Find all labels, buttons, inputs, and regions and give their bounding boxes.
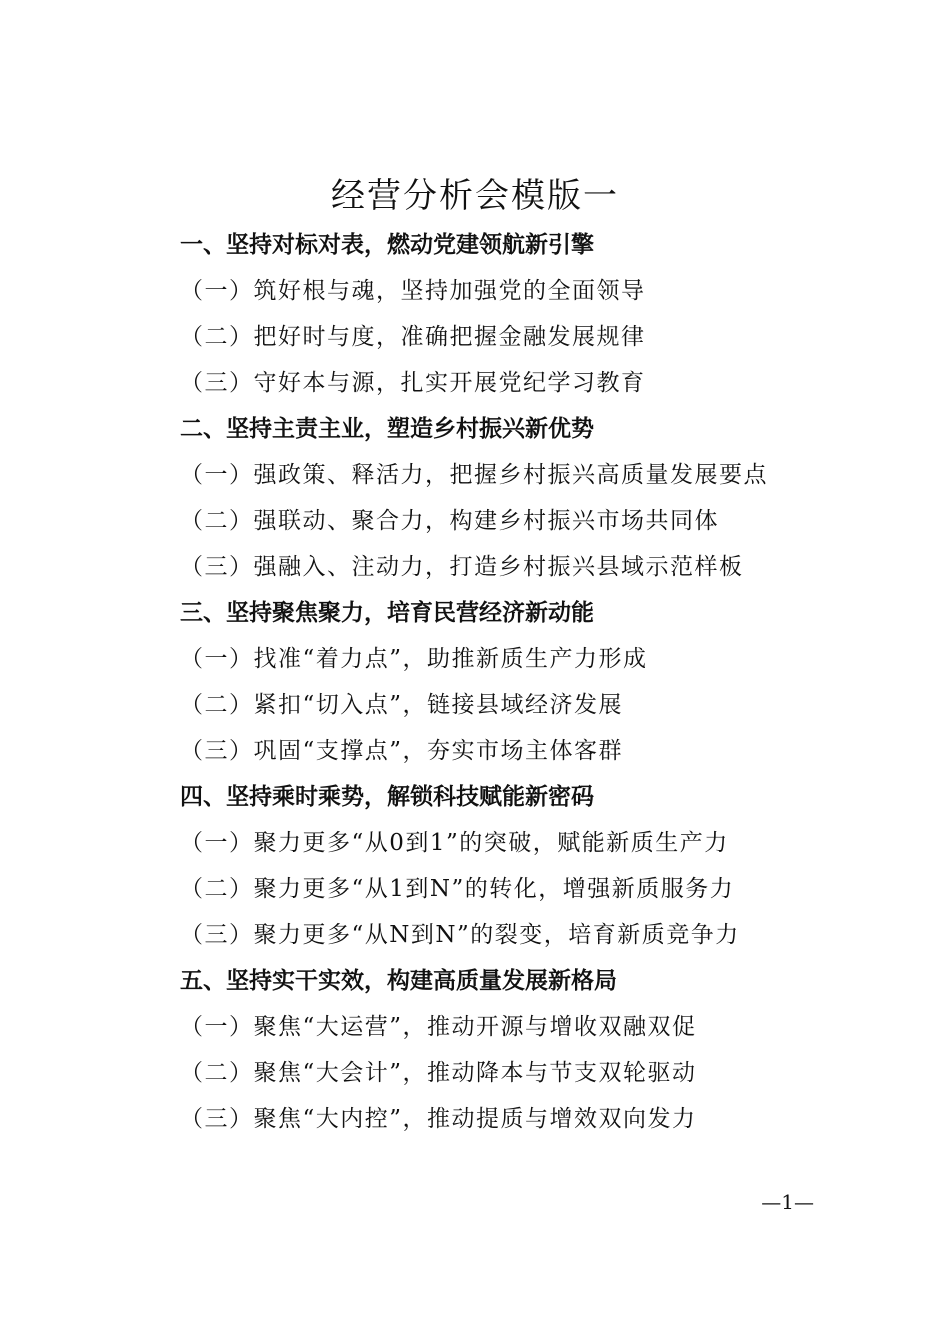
section-item: （三）聚力更多“从N到N”的裂变，培育新质竞争力 [180, 922, 740, 948]
section-item: （二）紧扣“切入点”，链接县域经济发展 [180, 692, 624, 718]
section-item: （一）筑好根与魂，坚持加强党的全面领导 [180, 278, 646, 304]
section-item: （一）强政策、释活力，把握乡村振兴高质量发展要点 [180, 462, 768, 488]
section-item: （三）守好本与源，扎实开展党纪学习教育 [180, 370, 646, 396]
section-item: （一）聚焦“大运营”，推动开源与增收双融双促 [180, 1014, 697, 1040]
section-item: （三）巩固“支撑点”，夯实市场主体客群 [180, 738, 624, 764]
section-item: （二）把好时与度，准确把握金融发展规律 [180, 324, 646, 350]
section-item: （一）找准“着力点”，助推新质生产力形成 [180, 646, 648, 672]
outline-list [180, 222, 870, 1142]
section-item: （二）聚力更多“从1到N”的转化，增强新质服务力 [180, 876, 735, 902]
section-heading: 一、坚持对标对表，燃动党建领航新引擎 [180, 232, 594, 258]
section-item: （三）强融入、注动力，打造乡村振兴县域示范样板 [180, 554, 744, 580]
outline-section [180, 590, 870, 774]
page-title: 经营分析会模版一 [331, 176, 619, 216]
section-heading: 五、坚持实干实效，构建高质量发展新格局 [180, 968, 617, 994]
section-item: （一）聚力更多“从0到1”的突破，赋能新质生产力 [180, 830, 729, 856]
section-heading: 四、坚持乘时乘势，解锁科技赋能新密码 [180, 784, 594, 810]
section-item: （二）聚焦“大会计”，推动降本与节支双轮驱动 [180, 1060, 697, 1086]
section-item: （二）强联动、聚合力，构建乡村振兴市场共同体 [180, 508, 719, 534]
section-heading: 二、坚持主责主业，塑造乡村振兴新优势 [180, 416, 594, 442]
section-heading: 三、坚持聚焦聚力，培育民营经济新动能 [180, 600, 594, 626]
outline-section [180, 222, 870, 406]
outline-section [180, 958, 870, 1142]
outline-section [180, 406, 870, 590]
section-item: （三）聚焦“大内控”，推动提质与增效双向发力 [180, 1106, 697, 1132]
page-number: —1— [761, 1190, 814, 1214]
outline-section [180, 774, 870, 958]
